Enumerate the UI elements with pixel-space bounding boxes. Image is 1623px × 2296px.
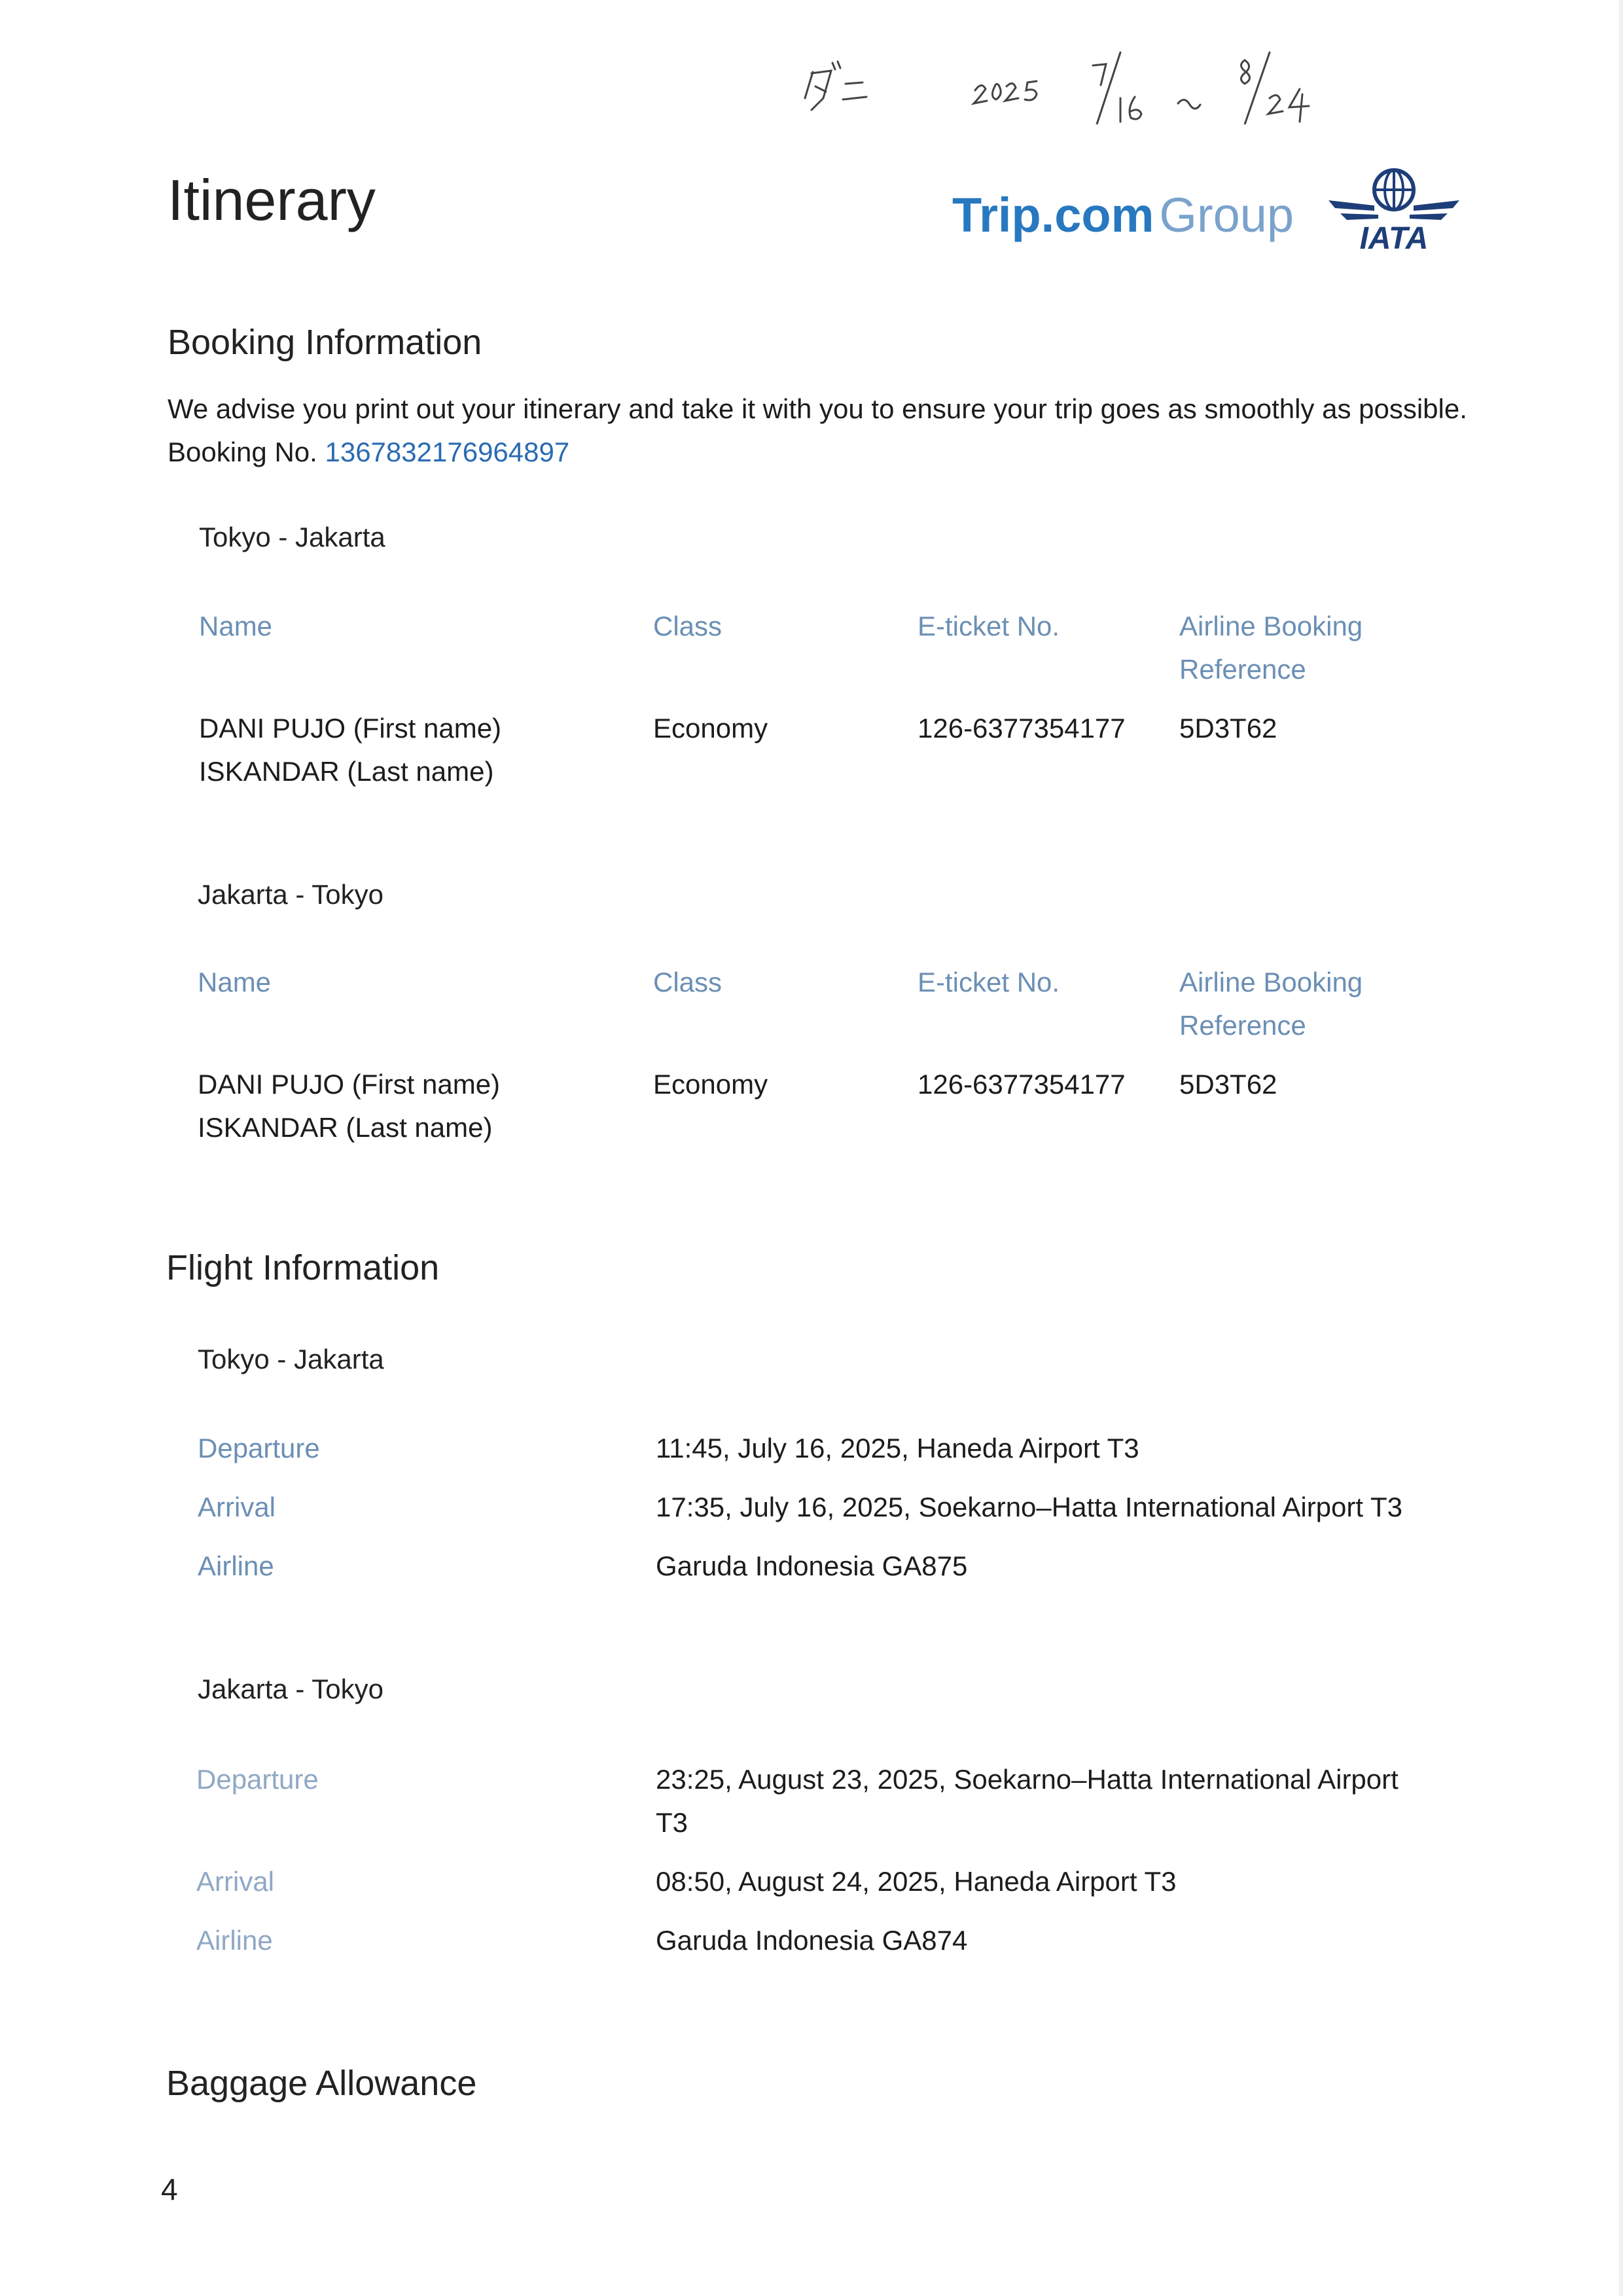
header-booking-reference [1179,961,1363,1047]
header-ref-line2: Reference [1179,1010,1306,1041]
flight-route-2: Jakarta - Tokyo [198,1674,384,1704]
airline-label: Airline [196,1925,273,1956]
passenger-first-name: DANI PUJO (First name) [198,1069,501,1100]
airline-value: Garuda Indonesia GA874 [656,1925,968,1956]
booking-route-1: Tokyo - Jakarta [199,522,385,552]
departure-value-line2: T3 [656,1807,688,1838]
booking-number-link[interactable]: 1367832176964897 [325,437,570,467]
baggage-allowance-heading: Baggage Allowance [166,2064,477,2103]
header-ref-line1: Airline Booking [1179,611,1363,641]
booking-number-line [168,431,1476,474]
departure-value [656,1758,1399,1844]
trip-com-group-logo [952,188,1294,242]
passenger-last-name: ISKANDAR (Last name) [198,1112,493,1143]
booking-advice [168,387,1476,474]
logo-trip-text: Trip.com [952,188,1154,242]
header-booking-reference [1179,605,1363,691]
header-class: Class [653,967,722,997]
departure-value: 11:45, July 16, 2025, Haneda Airport T3 [656,1433,1139,1463]
logo-group-text: Group [1159,188,1294,242]
page-number: 4 [161,2172,178,2206]
svg-text:IATA: IATA [1359,221,1429,253]
header-eticket: E-ticket No. [918,611,1060,641]
passenger-class: Economy [653,1069,768,1100]
booking-route-2: Jakarta - Tokyo [198,879,384,910]
header-name: Name [198,967,272,997]
arrival-label: Arrival [198,1492,276,1522]
page-edge [1619,0,1623,2296]
departure-value-line1: 23:25, August 23, 2025, Soekarno–Hatta International Airport [656,1764,1399,1795]
page-title: Itinerary [168,168,376,232]
booking-information-heading: Booking Information [168,323,482,362]
passenger-first-name: DANI PUJO (First name) [199,713,502,744]
header-name: Name [199,611,273,641]
arrival-label: Arrival [196,1866,275,1897]
header-eticket: E-ticket No. [918,967,1060,997]
passenger-eticket: 126-6377354177 [918,1069,1126,1100]
passenger-name [198,1063,500,1149]
passenger-booking-reference: 5D3T62 [1179,1069,1277,1100]
departure-label: Departure [198,1433,320,1463]
arrival-value: 08:50, August 24, 2025, Haneda Airport T3 [656,1866,1177,1897]
advice-text: We advise you print out your itinerary and take it with you to ensure your trip goes as smoothly as possible. [168,393,1467,424]
passenger-name [199,707,501,793]
flight-route-1: Tokyo - Jakarta [198,1344,384,1374]
handwritten-note [785,26,1374,124]
departure-label: Departure [196,1764,319,1795]
passenger-last-name: ISKANDAR (Last name) [199,756,494,787]
passenger-class: Economy [653,713,768,744]
booking-number-label: Booking No. [168,437,317,467]
airline-label: Airline [198,1551,274,1581]
header-ref-line2: Reference [1179,654,1306,685]
header-class: Class [653,611,722,641]
arrival-value: 17:35, July 16, 2025, Soekarno–Hatta International Airport T3 [656,1492,1402,1522]
iata-logo [1329,168,1459,253]
passenger-booking-reference: 5D3T62 [1179,713,1277,744]
airline-value: Garuda Indonesia GA875 [656,1551,968,1581]
passenger-eticket: 126-6377354177 [918,713,1126,744]
flight-information-heading: Flight Information [166,1248,440,1287]
header-ref-line1: Airline Booking [1179,967,1363,997]
